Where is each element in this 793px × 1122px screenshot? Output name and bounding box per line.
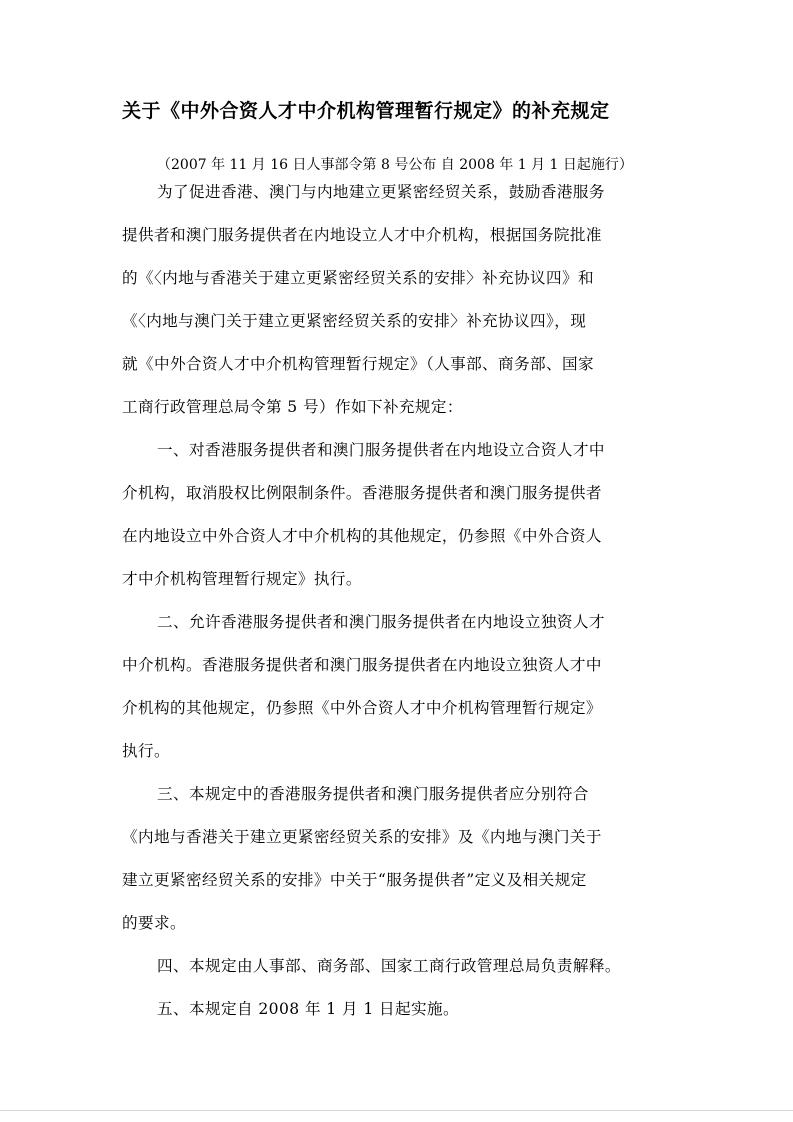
- article-1-line: 才中介机构管理暂行规定》执行。: [122, 570, 362, 588]
- article-2-line: 介机构的其他规定，仍参照《中外合资人才中介机构管理暂行规定》: [122, 699, 602, 717]
- article-5-line: 五、本规定自 2008 年 1 月 1 日起实施。: [157, 1000, 459, 1018]
- article-3-line: 的要求。: [122, 914, 186, 932]
- article-3-line: 三、本规定中的香港服务提供者和澳门服务提供者应分别符合: [157, 785, 589, 803]
- preamble-line: 就《中外合资人才中介机构管理暂行规定》（人事部、商务部、国家: [122, 355, 595, 373]
- article-2-line: 二、允许香港服务提供者和澳门服务提供者在内地设立独资人才: [157, 613, 605, 631]
- article-1-line: 一、对香港服务提供者和澳门服务提供者在内地设立合资人才中: [157, 441, 605, 459]
- article-3-line: 《内地与香港关于建立更紧密经贸关系的安排》及《内地与澳门关于: [122, 828, 602, 846]
- preamble-line: 工商行政管理总局令第 5 号）作如下补充规定：: [122, 398, 463, 416]
- article-1-line: 介机构，取消股权比例限制条件。香港服务提供者和澳门服务提供者: [122, 484, 602, 502]
- document-title: 关于《中外合资人才中介机构管理暂行规定》的补充规定: [122, 100, 610, 122]
- article-2-line: 中介机构。香港服务提供者和澳门服务提供者在内地设立独资人才中: [122, 656, 602, 674]
- preamble-line: 的《〈内地与香港关于建立更紧密经贸关系的安排〉补充协议四》和: [122, 269, 595, 287]
- article-2-line: 执行。: [122, 742, 170, 760]
- preamble-line: 《〈内地与澳门关于建立更紧密经贸关系的安排〉补充协议四》，现: [122, 312, 587, 330]
- promulgation-note: （2007 年 11 月 16 日人事部令第 8 号公布 自 2008 年 1 月 1 日起施行）: [157, 157, 633, 173]
- article-4-line: 四、本规定由人事部、商务部、国家工商行政管理总局负责解释。: [157, 957, 621, 975]
- preamble-line: 提供者和澳门服务提供者在内地设立人才中介机构，根据国务院批准: [122, 226, 602, 244]
- article-1-line: 在内地设立中外合资人才中介机构的其他规定，仍参照《中外合资人: [122, 527, 602, 545]
- page-bottom-edge: [0, 1110, 793, 1111]
- preamble-line: 为了促进香港、澳门与内地建立更紧密经贸关系，鼓励香港服务: [157, 183, 605, 201]
- article-3-line: 建立更紧密经贸关系的安排》中关于“服务提供者”定义及相关规定: [122, 871, 587, 889]
